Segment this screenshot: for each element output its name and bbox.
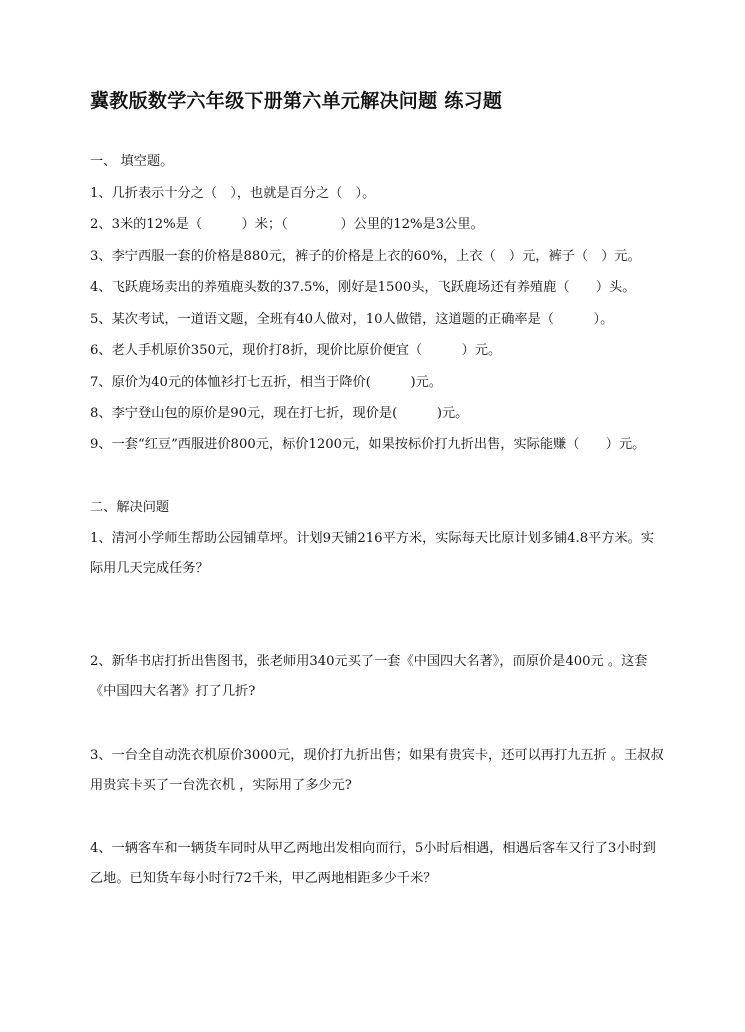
section-heading-word-problems: 二、解决问题	[90, 500, 170, 515]
word-problem-3: 3、一台全自动洗衣机原价3000元，现价打九折出售；如果有贵宾卡，还可以再打九五折 。王叔叔用贵宾卡买了一台洗衣机 ，实际用了多少元?	[90, 748, 664, 793]
fill-blank-question-2: 2、3米的12%是（ ）米；（ ）公里的12%是3公里。	[90, 217, 484, 232]
page-title: 冀教版数学六年级下册第六单元解决问题 练习题	[90, 90, 503, 112]
fill-blank-question-3: 3、李宁西服一套的价格是880元，裤子的价格是上衣的60%，上衣（ ）元，裤子（ ）元。	[90, 249, 641, 264]
fill-blank-question-7: 7、原价为40元的体恤衫打七五折，相当于降价( )元。	[90, 375, 442, 390]
word-problem-1: 1、清河小学师生帮助公园铺草坪。计划9天铺216平方米，实际每天比原计划多铺4.8平方米。实际用几天完成任务？	[90, 531, 655, 576]
fill-blank-question-4: 4、飞跃鹿场卖出的养殖鹿头数的37.5%，刚好是1500头，飞跃鹿场还有养殖鹿（ ）头。	[90, 280, 636, 295]
fill-blank-question-1: 1、几折表示十分之（ ），也就是百分之（ ）。	[90, 186, 376, 201]
section-heading-fill-blank: 一、 填空题。	[90, 154, 174, 169]
fill-blank-question-5: 5、某次考试，一道语文题，全班有40人做对，10人做错，这道题的正确率是（ ）。	[90, 312, 614, 327]
fill-blank-question-9: 9、一套“红豆”西服进价800元，标价1200元，如果按标价打九折出售，实际能赚（ ）元。	[90, 437, 646, 452]
fill-blank-question-8: 8、李宁登山包的原价是90元，现在打七折，现价是( )元。	[90, 406, 469, 421]
word-problem-4: 4、一辆客车和一辆货车同时从甲乙两地出发相向而行，5小时后相遇，相遇后客车又行了3小时到乙地。已知货车每小时行72千米，甲乙两地相距多少千米？	[90, 841, 656, 886]
fill-blank-question-6: 6、老人手机原价350元，现价打8折，现价比原价便宜（ ）元。	[90, 343, 502, 358]
word-problem-2: 2、新华书店打折出售图书，张老师用340元买了一套《中国四大名著》，而原价是400元 。这套《中国四大名著》打了几折?	[90, 654, 648, 699]
